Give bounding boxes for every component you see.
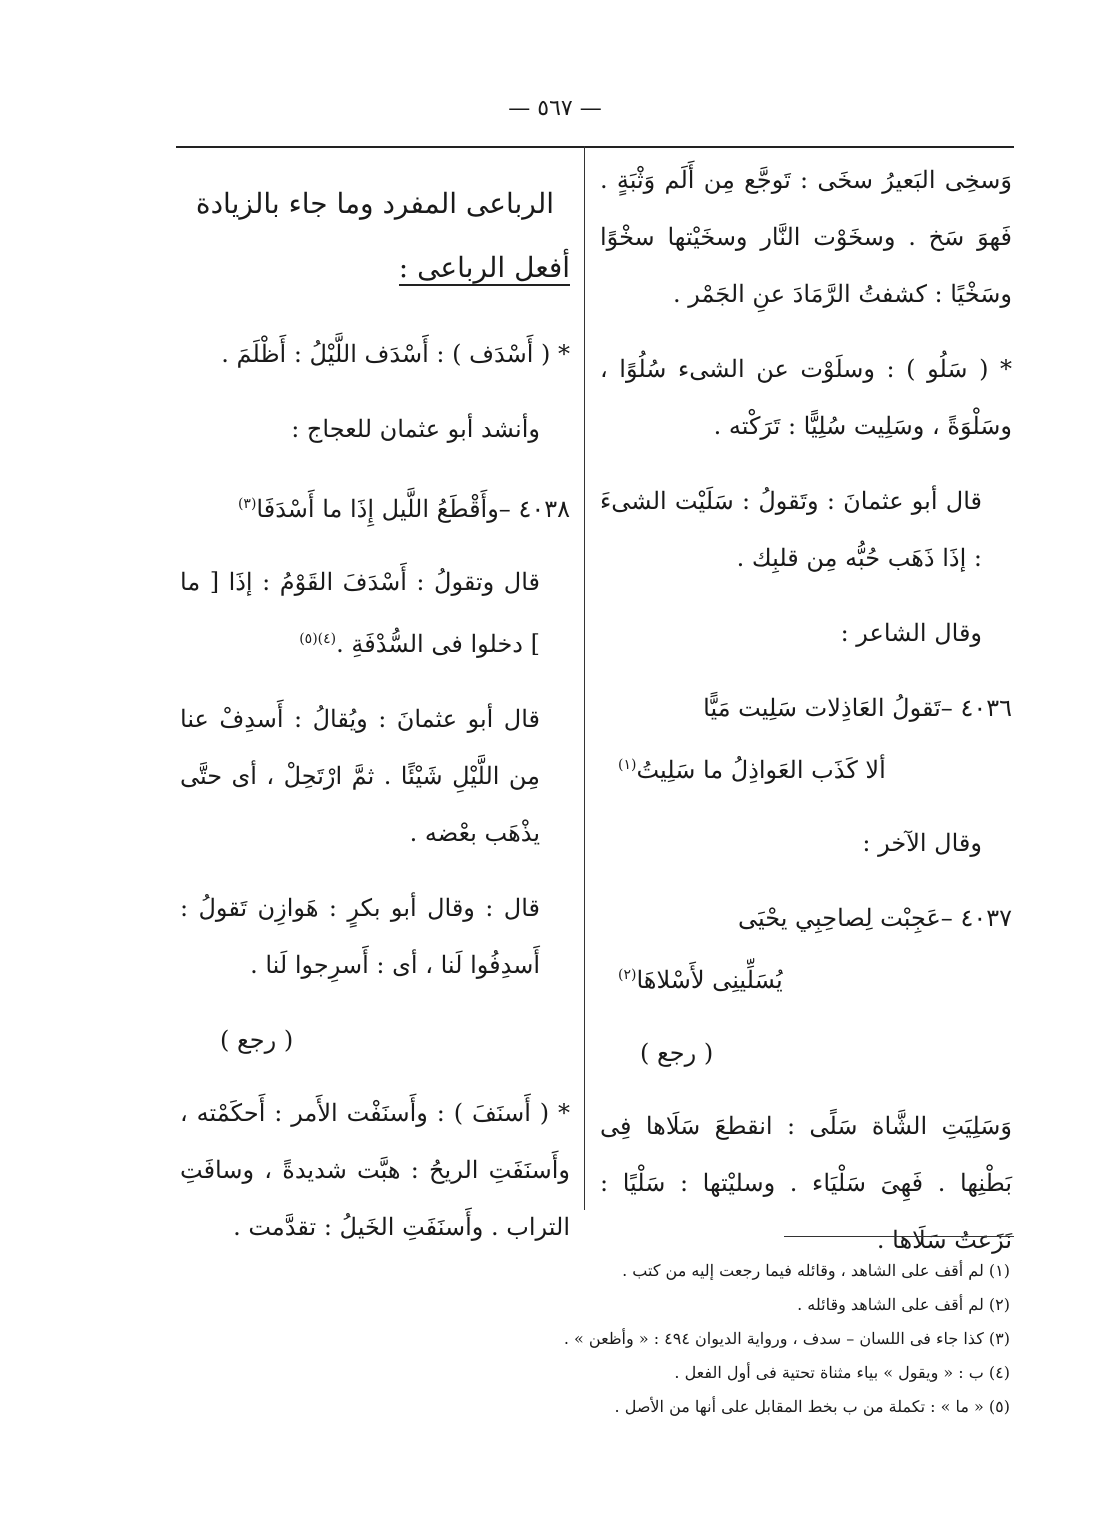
footnote-ref-4: (٤) xyxy=(317,631,337,647)
abu-bakr-hawazin: قال : وقال أبو بكرٍ : هَوازِن تَقولُ : أَسدِفُوا لَنا ، أى : أَسرِجوا لَنا . xyxy=(180,894,540,979)
verse-4037-first-hemistich: ٤٠٣٧ –عَجِبْت لِصاحِبِي يحْيَى xyxy=(737,904,1012,932)
column-divider xyxy=(584,146,585,1210)
verse-4037 xyxy=(600,890,1012,1009)
verse-4036 xyxy=(600,680,1012,799)
poet-intro: وقال الشاعر : xyxy=(840,619,982,647)
header-rule xyxy=(176,146,1014,148)
left-column xyxy=(180,172,570,1274)
rajaz-marker: ( رجع ) xyxy=(640,1039,714,1067)
entry-salw: * ( سَلُو ) : وسلَوْت عن الشىء سُلُوًا ، وسَلْوَةً ، وسَلِيت سُلِيًّا : تَرَكْته . xyxy=(600,355,1012,440)
entry-sakhiya: وَسخِى البَعيرُ سخَى : تَوجَّع مِن أَلَم وَثْبَةٍ . فَهوَ سَخ . وسخَوْت النَّار وسخَيْتها سخْوًا وسَخْيًا : كشفتُ الرَّمَادَ عنِ الجَمْر . xyxy=(600,166,1012,308)
footnotes xyxy=(430,1254,1010,1424)
verse-4038-text: ٤٠٣٨ –وأَقْطَعُ اللَّيل إِذَا ما أَسْدَفَا xyxy=(256,495,570,523)
entry-asdaf: * ( أَسْدَف ) : أَسْدَف اللَّيْلُ : أَظْلَمَ . xyxy=(221,340,570,368)
asdaf-people-text: قال وتقولُ : أَسْدَفَ القَوْمُ : إذَا [ ما ] دخلوا فى السُّدْفَةِ . xyxy=(180,568,540,658)
footnote-5: (٥) « ما » : تكملة من ب بخط المقابل على أنها من الأصل . xyxy=(614,1397,1010,1416)
abu-uthman-quote: قال أبو عثمانَ : وتَقولُ : سَلَيْت الشىءَ : إذَا ذَهَب حُبُّه مِن قلبِك . xyxy=(600,487,982,572)
footnote-1: (١) لم أقف على الشاهد ، وقائله فيما رجعت إليه من كتب . xyxy=(622,1261,1010,1280)
verse-4036-second-hemistich xyxy=(600,737,1012,799)
footnote-2: (٢) لم أقف على الشاهد وقائله . xyxy=(797,1295,1010,1314)
footnote-ref-2: (٢) xyxy=(618,967,637,983)
footnote-rule xyxy=(784,1236,1014,1237)
asdaf-people xyxy=(180,554,570,673)
rajaz-marker-left: ( رجع ) xyxy=(220,1026,294,1054)
section-heading: الرباعى المفرد وما جاء بالزيادة xyxy=(195,187,555,220)
footnote-ref-3: (٣) xyxy=(237,496,257,512)
verse-4038 xyxy=(180,476,570,538)
ajjaj-intro: وأنشد أبو عثمان للعجاج : xyxy=(291,415,540,443)
footnote-ref-5: (٥) xyxy=(299,631,318,647)
verse-4037-second-hemistich xyxy=(600,947,1012,1009)
verse-4036-first-hemistich: ٤٠٣٦ –تَقولُ العَاذِلات سَلِيت مَيًّا xyxy=(703,694,1012,722)
verse-4036-second-text: ألا كَذَب العَواذِلُ ما سَلِيتُ xyxy=(636,756,886,784)
footnote-3: (٣) كذا جاء فى اللسان – سدف ، ورواية الديوان ٤٩٤ : « وأظعن » . xyxy=(563,1329,1010,1348)
other-poet-intro: وقال الآخر : xyxy=(862,829,982,857)
right-column xyxy=(600,152,1012,1287)
subheading-text: أفعل الرباعى : xyxy=(398,251,570,284)
abu-uthman-asdif: قال أبو عثمانَ : ويُقالُ : أَسدِفْ عنا مِن اللَّيْلِ شَيْئًا . ثمَّ ارْتَحِلْ ، أى حتَّى يذْهَب بعْضه . xyxy=(180,705,540,847)
entry-asnaf: * ( أَسنَفَ ) : وأَسنَفْت الأَمر : أَحكَمْته ، وأَسنَفَتِ الريحُ : هبَّت شديدةً ، وسافَتِ التراب . وأَسنَفَتِ الخَيلُ : تقدَّمت . xyxy=(180,1099,570,1241)
entry-saliyat: وَسَلِيَتِ الشَّاة سَلًى : انقطعَ سَلَاها فِى بَطْنِها . فَهِىَ سَلْيَاء . وسليْتها : سَلْيًا : نَزَعتُ سَلَاها . xyxy=(600,1112,1012,1254)
verse-4037-second-text: يُسَلِّينِى لأَسْلاهَا xyxy=(636,966,783,994)
footnote-4: (٤) ب : « ويقول » بياء مثناة تحتية فى أول الفعل . xyxy=(674,1363,1010,1382)
page-number: — ٥٦٧ — xyxy=(508,96,602,121)
footnote-ref-1: (١) xyxy=(618,757,637,773)
section-subheading xyxy=(180,236,570,300)
